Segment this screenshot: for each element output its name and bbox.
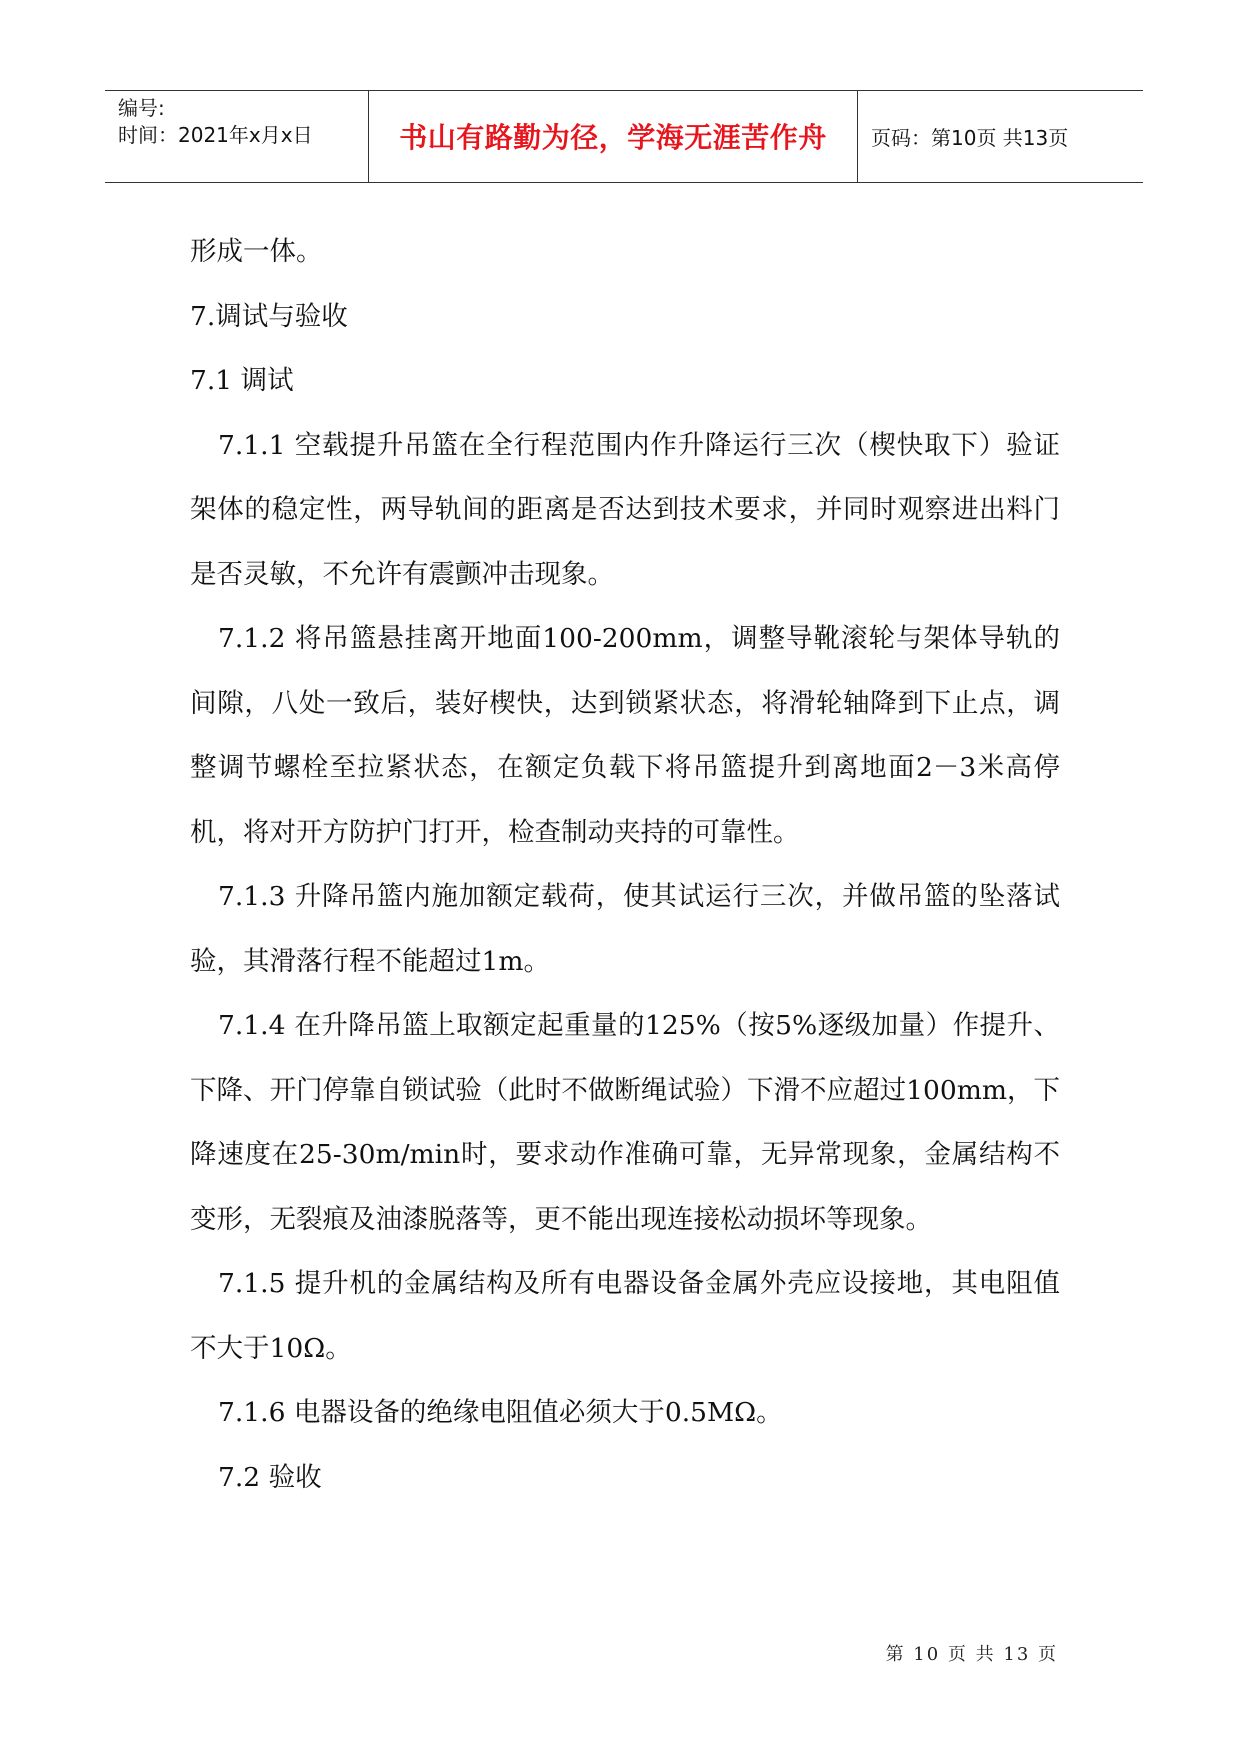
document-body xyxy=(190,220,1060,1510)
section-heading-7-2: 7.2 验收 xyxy=(218,1461,322,1493)
section-heading-7-1: 7.1 调试 xyxy=(190,365,294,396)
header-divider-right xyxy=(857,91,858,182)
paragraph-7-1-2: 7.1.2 将吊篮悬挂离开地面100-200mm，调整导靴滚轮与架体导轨的间隙，八处一致后，装好楔快，达到锁紧状态，将滑轮轴降到下止点，调整调节螺栓至拉紧状态，在额定负载下将吊篮提升到离地面2－3米高停机，将对开方防护门打开，检查制动夹持的可靠性。 xyxy=(190,623,1060,848)
header-motto: 书山有路勤为径，学海无涯苦作舟 xyxy=(399,121,827,154)
serial-number-label: 编号: xyxy=(118,96,165,120)
document-header xyxy=(105,90,1143,183)
paragraph-7-1-4: 7.1.4 在升降吊篮上取额定起重量的125%（按5%逐级加量）作提升、下降、开门停靠自锁试验（此时不做断绳试验）下滑不应超过100mm，下降速度在25-30m/min时，要求动作准确可靠，无异常现象，金属结构不变形，无裂痕及油漆脱落等，更不能出现连接松动损坏等现象。 xyxy=(190,1010,1060,1235)
header-page-info: 页码：第10页 共13页 xyxy=(871,125,1069,150)
paragraph-7-1-6: 7.1.6 电器设备的绝缘电阻值必须大于0.5MΩ。 xyxy=(218,1397,783,1428)
paragraph-continuation: 形成一体。 xyxy=(190,236,323,267)
paragraph-7-1-3: 7.1.3 升降吊篮内施加额定载荷，使其试运行三次，并做吊篮的坠落试验，其滑落行程不能超过1m。 xyxy=(190,881,1060,977)
date-label: 时间：2021年x月x日 xyxy=(118,123,313,147)
section-heading-7: 7.调试与验收 xyxy=(190,300,348,332)
paragraph-7-1-5: 7.1.5 提升机的金属结构及所有电器设备金属外壳应设接地，其电阻值不大于10Ω。 xyxy=(190,1268,1060,1364)
page-footer: 第 10 页 共 13 页 xyxy=(885,1644,1058,1665)
header-meta xyxy=(118,95,313,149)
paragraph-7-1-1: 7.1.1 空载提升吊篮在全行程范围内作升降运行三次（楔快取下）验证架体的稳定性，两导轨间的距离是否达到技术要求，并同时观察进出料门是否灵敏，不允许有震颤冲击现象。 xyxy=(190,429,1060,590)
